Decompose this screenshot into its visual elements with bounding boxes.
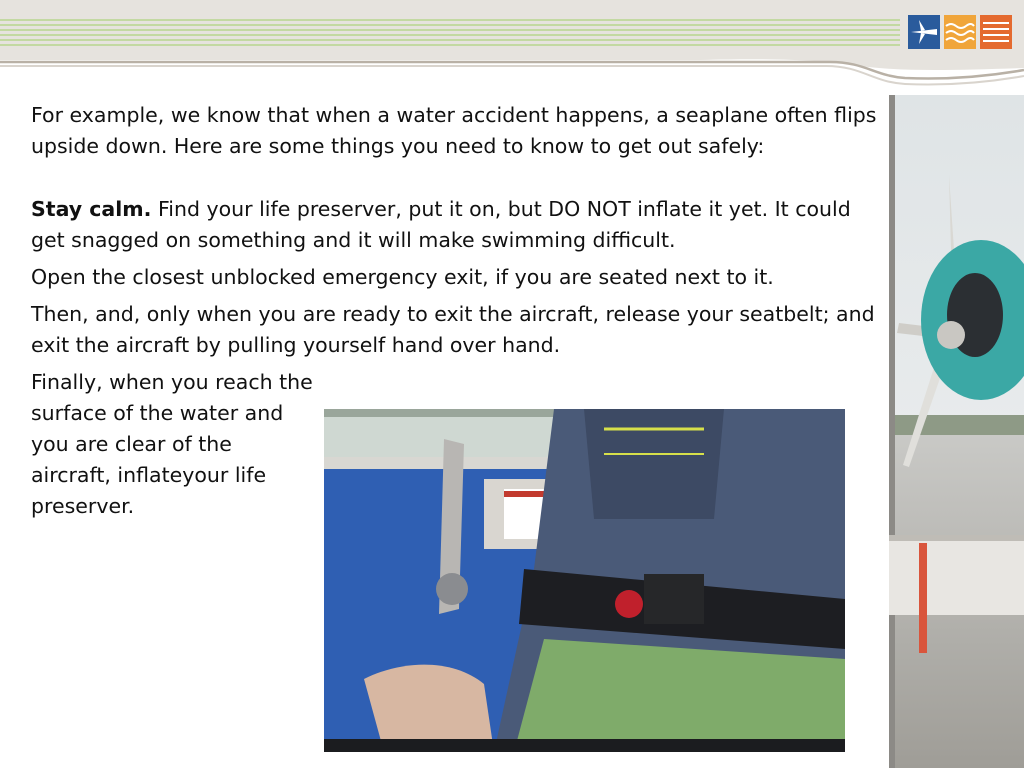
seaplane-photo: [889, 95, 1024, 768]
open-exit-paragraph: Open the closest unblocked emergency exit, if you are seated next to it.: [31, 265, 774, 289]
stay-calm-heading: Stay calm.: [31, 197, 152, 221]
intro-paragraph: For example, we know that when a water accident happens, a seaplane often flips upside down. Here are some things you need to know to get out safely:: [31, 103, 877, 158]
exit-aircraft-paragraph: Then, and, only when you are ready to exit the aircraft, release your seatbelt; and exit the aircraft by pulling yourself hand over hand.: [31, 302, 875, 357]
stay-calm-text: Find your life preserver, put it on, but DO NOT inflate it yet. It could get snagged on something and it will make swimming difficult.: [31, 197, 851, 252]
inflate-preserver-paragraph: Finally, when you reach the surface of the water and you are clear of the aircraft, inflateyour life preserver.: [31, 370, 313, 518]
water-waves-logo-icon: [944, 15, 976, 49]
slide-header-band: [0, 0, 1024, 105]
organization-logo: [908, 15, 1012, 49]
lines-logo-icon: [980, 15, 1012, 49]
life-vest-photo: [324, 409, 845, 752]
stay-calm-paragraph: [31, 194, 887, 256]
airplane-logo-icon: [908, 15, 940, 49]
header-decoration: [0, 0, 1024, 105]
